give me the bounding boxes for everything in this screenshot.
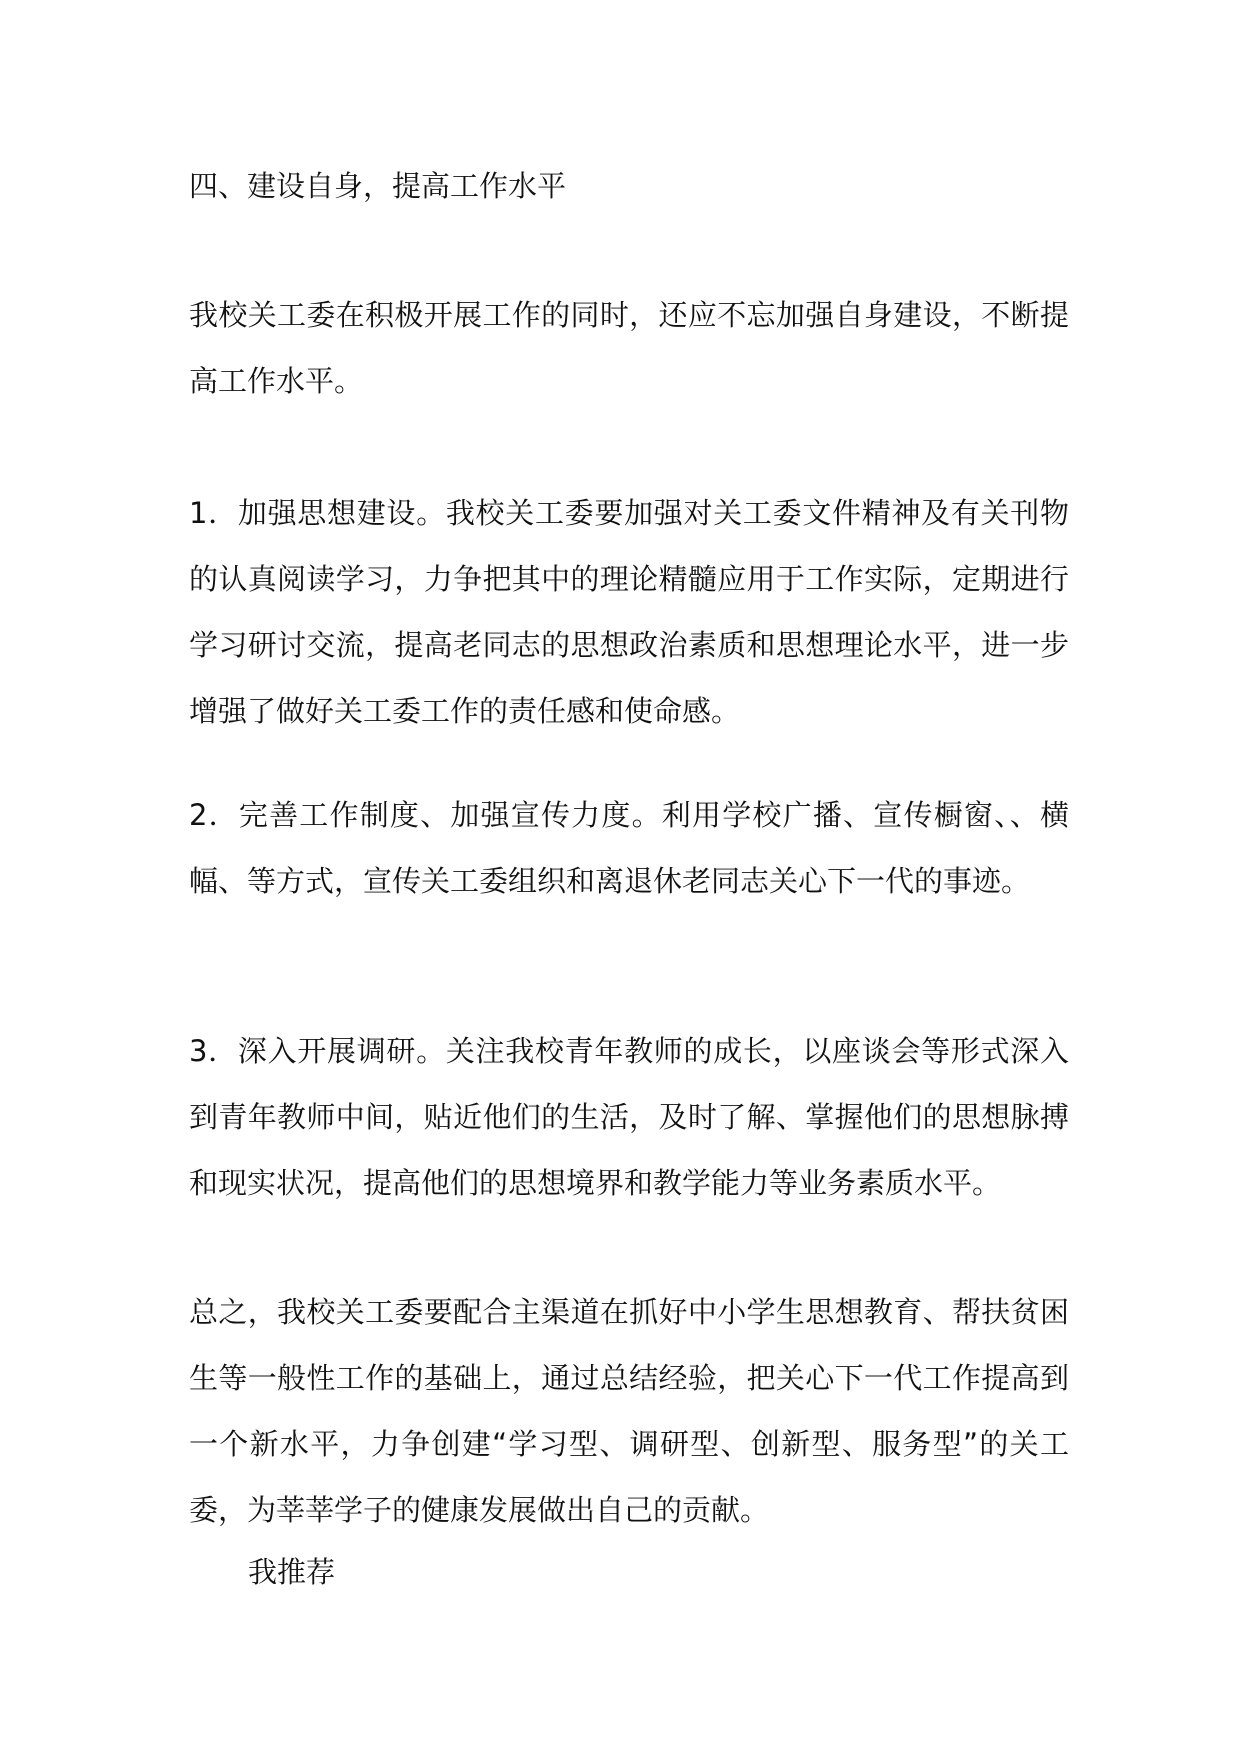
section-heading: 四、建设自身，提高工作水平 [189,169,567,203]
summary-paragraph: 总之，我校关工委要配合主渠道在抓好中小学生思想教育、帮扶贫困生等一般性工作的基础上，通过总结经验，把关心下一代工作提高到一个新水平，力争创建“学习型、调研型、创新型、服务型”的关工委，为莘莘学子的健康发展做出自己的贡献。 [189,1295,1069,1527]
item-1-paragraph: 1．加强思想建设。我校关工委要加强对关工委文件精神及有关刊物的认真阅读学习，力争把其中的理论精髓应用于工作实际，定期进行学习研讨交流，提高老同志的思想政治素质和思想理论水平，进一步增强了做好关工委工作的责任感和使命感。 [189,496,1069,728]
item-2-paragraph: 2．完善工作制度、加强宣传力度。利用学校广播、宣传橱窗、、横幅、等方式，宣传关工委组织和离退休老同志关心下一代的事迹。 [189,798,1069,898]
intro-paragraph: 我校关工委在积极开展工作的同时，还应不忘加强自身建设，不断提高工作水平。 [189,298,1069,398]
recommend-text: 我推荐 [248,1555,336,1589]
item-3-paragraph: 3．深入开展调研。关注我校青年教师的成长，以座谈会等形式深入到青年教师中间，贴近他们的生活，及时了解、掌握他们的思想脉搏和现实状况，提高他们的思想境界和教学能力等业务素质水平。 [189,1034,1069,1200]
